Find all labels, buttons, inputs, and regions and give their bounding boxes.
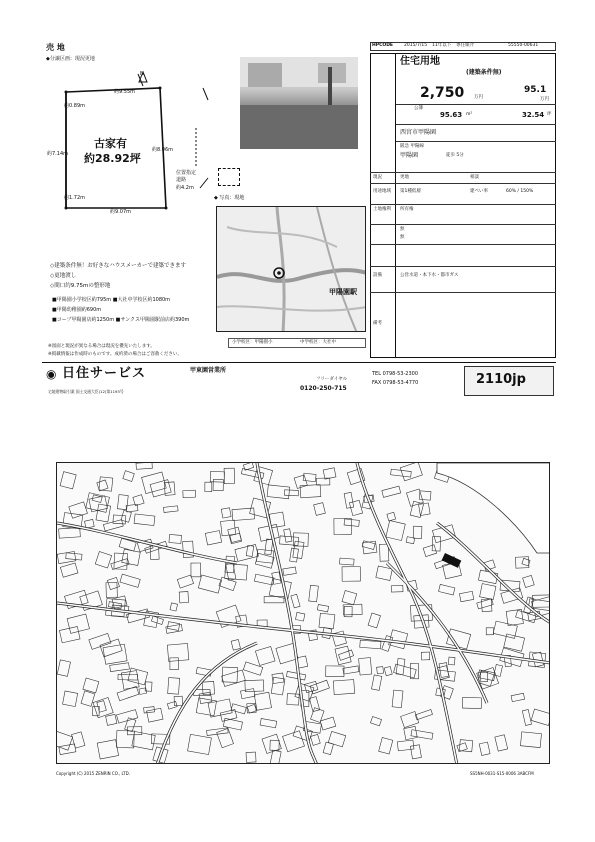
coverage-label: 建ぺい率 <box>470 189 488 194</box>
zoning-label: 用途地域 <box>373 189 391 194</box>
tsubo-price: 95.1 <box>524 85 547 95</box>
section-title: 売 地 <box>46 43 65 52</box>
location-map <box>216 206 366 332</box>
land-unit: m² <box>466 112 473 117</box>
map-station-label: 甲陽園駅 <box>329 288 357 296</box>
feature-2: ◇更地渡し <box>50 273 77 279</box>
facility-2: ■甲陽幼稚園約690m <box>52 307 102 313</box>
area-label: 公簿 <box>414 106 423 111</box>
plot-area: 約28.92坪 <box>84 152 141 165</box>
sketch-box <box>218 168 240 186</box>
plot-north: N <box>140 71 144 77</box>
sub-title: ◆分譲区画：現況更地 <box>46 56 95 62</box>
feature-3: ◇間口約9.75mの整形地 <box>50 283 111 289</box>
panel-divider-location <box>396 141 556 142</box>
panel-divider-status <box>370 183 556 184</box>
panel-divider-utilities <box>370 292 556 293</box>
dim-right: 約8.06m <box>152 147 174 153</box>
footer-copyright: Copyright (C) 2015 ZENRIN CO., LTD. <box>56 771 131 776</box>
code-1: HPCODE <box>372 43 394 48</box>
right-value: 所有権 <box>400 207 414 212</box>
large-map-canvas <box>57 463 550 764</box>
company-branch: 甲東園営業所 <box>190 367 227 374</box>
price-unit: 万円 <box>474 95 483 100</box>
status-label: 現況 <box>373 175 382 180</box>
dim-bottom: 約9.07m <box>110 209 132 215</box>
company-logo-icon: ◉ <box>46 367 57 381</box>
utilities-value: 公営水道・本下水・都市ガス <box>400 273 459 278</box>
school-1: 小学校区：甲陽園小 <box>232 340 273 345</box>
location-value: 西宮市甲陽園 <box>400 129 437 136</box>
facility-3: ■コープ甲陽園店約1250m ■サンクス甲陽園駅前店約390m <box>52 317 190 323</box>
disclaimer-1: ※図面と現況が異なる場合は現況を優先いたします。 <box>48 344 155 349</box>
panel-divider-right <box>370 224 556 225</box>
code-5: 55550-00631 <box>508 43 539 48</box>
code-3: 11年以下 <box>432 43 452 48</box>
utilities-label: 設備 <box>373 273 382 278</box>
disclaimer-2: ※掲載情報は作成時のものです。成約済の場合はご容赦ください。 <box>48 352 182 357</box>
setback-value: 無 <box>400 235 405 240</box>
plot-building: 古家有 <box>94 137 127 150</box>
dim-left-top: 約0.89m <box>64 103 86 109</box>
large-map <box>56 462 550 764</box>
dim-left: 約7.14m <box>47 151 69 157</box>
price: 2,750 <box>420 85 465 101</box>
status-value: 更地 <box>400 175 409 180</box>
company-name: 日住サービス <box>62 366 147 381</box>
info-panel-labelcol <box>370 53 396 358</box>
dim-top: 約9.55m <box>114 89 136 95</box>
company-fax: FAX 0798-53-4770 <box>372 380 419 386</box>
plot-diagram <box>48 68 228 216</box>
code-4: 専任媒介 <box>456 43 474 48</box>
panel-divider-zoning <box>370 204 556 205</box>
delivery-value: 相談 <box>470 175 479 180</box>
coverage-value: 60% / 150% <box>506 189 534 194</box>
photo-caption: ◆ 写真：現地 <box>214 195 245 201</box>
company-license: 宅地建物取引業 国土交通大臣(12)第1193号 <box>48 389 124 394</box>
road-label: 位置指定道路 <box>176 170 197 183</box>
footer-code: SS5NH-0031-S15-0006 3ABCFM <box>470 771 534 776</box>
tsubo-label: 坪 <box>547 112 552 117</box>
photo-detail <box>240 57 358 149</box>
code-2: 2015/7/15 <box>404 43 428 48</box>
free-label: フリーダイヤル <box>316 377 348 382</box>
panel-divider-area <box>396 124 556 125</box>
tsubo: 32.54 <box>522 111 545 119</box>
private-road-value: 無 <box>400 227 405 232</box>
walk-value: 徒歩 5分 <box>446 153 464 158</box>
land-area: 95.63 <box>440 111 463 119</box>
panel-subtitle: (建築条件無) <box>466 69 502 76</box>
school-2: 中学校区：大社中 <box>300 340 336 345</box>
tsubo-price-unit: 万円 <box>540 97 549 102</box>
location-map-roads <box>217 207 366 332</box>
panel-title: 住宅用地 <box>400 56 440 67</box>
road-width: 約4.2m <box>176 185 194 191</box>
panel-divider-road <box>370 244 556 245</box>
feature-1: ◇建築条件無！お好きなハウスメーカーで建築できます <box>50 263 186 269</box>
line-value: 阪急 甲陽線 <box>400 144 424 149</box>
company-tel: TEL 0798-53-2300 <box>372 371 419 377</box>
right-label: 土地権利 <box>373 207 391 212</box>
panel-divider-price <box>396 104 556 105</box>
dim-left-bottom: 約1.72m <box>64 195 86 201</box>
free-dial: 0120-250-715 <box>300 385 347 392</box>
station-value: 甲陽園 <box>400 152 419 159</box>
facility-1: ■甲陽園小学校区約795m ■大社中学校区約1080m <box>52 297 171 303</box>
zoning-value: 第1種低層 <box>400 189 421 194</box>
panel-divider-plan <box>370 266 556 267</box>
panel-divider-traffic <box>370 172 556 173</box>
badge-text: 2110jp <box>476 372 526 387</box>
remarks-label: 備考 <box>373 321 382 326</box>
